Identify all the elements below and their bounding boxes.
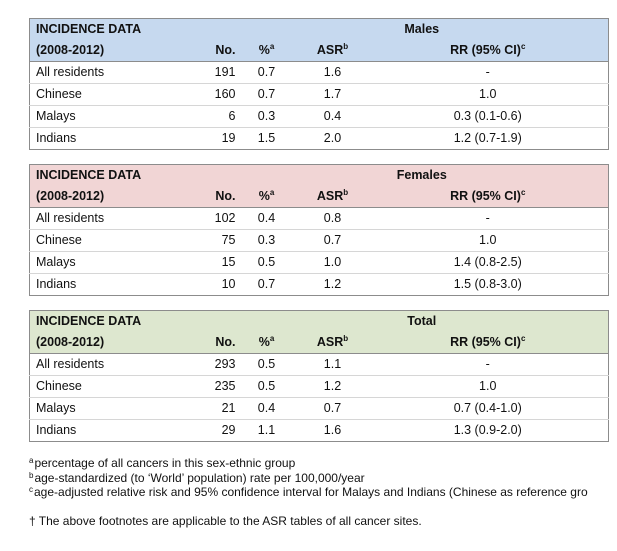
col-header-rr-sup: c xyxy=(520,334,526,343)
table-row xyxy=(30,376,609,398)
cell-rr: - xyxy=(485,211,490,225)
cell-pct: 0.7 xyxy=(236,84,298,106)
document xyxy=(29,18,617,528)
column-header-row xyxy=(30,40,609,62)
col-header-rr xyxy=(368,40,609,62)
cell-rr: 1.0 xyxy=(368,230,609,252)
table-row xyxy=(30,398,609,420)
col-header-pct-sup: a xyxy=(269,334,275,343)
cell-no: 191 xyxy=(214,65,236,79)
col-header-rr-sup: c xyxy=(520,188,526,197)
cell-asr: 1.7 xyxy=(298,84,368,106)
footnote-a-text: percentage of all cancers in this sex-ethnic group xyxy=(34,456,296,470)
cell-no: 19 xyxy=(186,128,236,150)
period-label: (2008-2012) xyxy=(30,332,186,354)
col-header-asr-sup: b xyxy=(343,334,349,343)
table-row xyxy=(30,230,609,252)
row-label: Indians xyxy=(30,420,186,442)
col-header-no: No. xyxy=(186,186,236,208)
footnotes xyxy=(29,456,617,528)
cell-rr: - xyxy=(485,357,490,371)
col-header-pct xyxy=(236,186,298,208)
col-header-pct-text: % xyxy=(258,43,270,57)
period-label: (2008-2012) xyxy=(30,186,186,208)
group-label: Total xyxy=(236,311,609,333)
col-header-asr xyxy=(298,40,368,62)
col-header-pct-sup: a xyxy=(269,188,275,197)
cell-asr: 1.6 xyxy=(323,65,342,79)
col-header-rr-text: RR (95% CI) xyxy=(450,189,521,203)
row-label: Chinese xyxy=(30,376,186,398)
cell-no: 75 xyxy=(186,230,236,252)
table-title-row xyxy=(30,311,609,333)
cell-asr: 0.7 xyxy=(298,398,368,420)
cell-no: 6 xyxy=(186,106,236,128)
col-header-pct xyxy=(236,332,298,354)
incidence-tables xyxy=(29,18,617,442)
column-header-row xyxy=(30,186,609,208)
row-label: All residents xyxy=(36,65,105,79)
cell-asr: 1.6 xyxy=(298,420,368,442)
cell-asr: 1.2 xyxy=(298,376,368,398)
cell-pct: 0.5 xyxy=(236,376,298,398)
row-label: Chinese xyxy=(30,230,186,252)
cell-asr: 0.4 xyxy=(298,106,368,128)
footnote-c xyxy=(29,485,617,500)
cell-pct: 0.4 xyxy=(236,398,298,420)
col-header-asr-text: ASR xyxy=(316,43,344,57)
col-header-asr-text: ASR xyxy=(316,189,344,203)
row-label: Malays xyxy=(30,106,186,128)
period-label: (2008-2012) xyxy=(30,40,186,62)
table-title-row xyxy=(30,19,609,41)
row-label: Malays xyxy=(30,398,186,420)
cell-asr: 1.2 xyxy=(298,274,368,296)
cell-pct: 0.3 xyxy=(236,230,298,252)
cell-pct: 0.5 xyxy=(257,357,276,371)
cell-no: 102 xyxy=(214,211,236,225)
cell-rr: 0.7 (0.4-1.0) xyxy=(368,398,609,420)
cell-no: 235 xyxy=(186,376,236,398)
col-header-rr-text: RR (95% CI) xyxy=(450,43,521,57)
col-header-asr-text: ASR xyxy=(316,335,344,349)
footnote-c-mark: c xyxy=(29,485,33,494)
footnote-b xyxy=(29,471,617,486)
cell-rr: 1.3 (0.9-2.0) xyxy=(368,420,609,442)
incidence-table-total xyxy=(29,310,609,442)
table-row xyxy=(30,252,609,274)
col-header-no: No. xyxy=(186,40,236,62)
table-row xyxy=(30,274,609,296)
row-label: All residents xyxy=(36,211,105,225)
table-title: INCIDENCE DATA xyxy=(30,165,236,187)
cell-pct: 0.5 xyxy=(236,252,298,274)
table-row xyxy=(30,62,609,84)
table-title-row xyxy=(30,165,609,187)
table-row xyxy=(30,420,609,442)
incidence-table-males xyxy=(29,18,609,150)
incidence-table-females xyxy=(29,164,609,296)
cell-asr: 1.1 xyxy=(323,357,342,371)
table-row xyxy=(30,208,609,230)
footnote-dagger: † The above footnotes are applicable to the ASR tables of all cancer sites. xyxy=(29,513,422,528)
cell-no: 29 xyxy=(186,420,236,442)
cell-no: 293 xyxy=(214,357,236,371)
cell-no: 10 xyxy=(186,274,236,296)
cell-asr: 2.0 xyxy=(298,128,368,150)
col-header-no: No. xyxy=(186,332,236,354)
cell-asr: 0.8 xyxy=(323,211,342,225)
cell-pct: 1.1 xyxy=(236,420,298,442)
group-label: Males xyxy=(236,19,609,41)
table-row xyxy=(30,84,609,106)
col-header-asr xyxy=(298,332,368,354)
group-label: Females xyxy=(236,165,609,187)
cell-rr: 1.0 xyxy=(368,376,609,398)
row-label: Chinese xyxy=(30,84,186,106)
footnote-c-text: age-adjusted relative risk and 95% confidence interval for Malays and Indians (Chinese as reference gro xyxy=(34,485,588,499)
col-header-rr-text: RR (95% CI) xyxy=(450,335,521,349)
table-title: INCIDENCE DATA xyxy=(30,19,236,41)
cell-pct: 1.5 xyxy=(236,128,298,150)
cell-rr: 1.0 xyxy=(368,84,609,106)
col-header-rr xyxy=(368,332,609,354)
cell-pct: 0.3 xyxy=(236,106,298,128)
table-row xyxy=(30,354,609,376)
cell-no: 21 xyxy=(186,398,236,420)
table-row xyxy=(30,128,609,150)
cell-no: 160 xyxy=(186,84,236,106)
row-label: Indians xyxy=(30,128,186,150)
col-header-rr-sup: c xyxy=(520,42,526,51)
table-row xyxy=(30,106,609,128)
row-label: Malays xyxy=(30,252,186,274)
cell-rr: 1.5 (0.8-3.0) xyxy=(368,274,609,296)
table-title: INCIDENCE DATA xyxy=(30,311,236,333)
footnote-b-mark: b xyxy=(29,470,34,480)
col-header-pct-sup: a xyxy=(269,42,275,51)
row-label: All residents xyxy=(36,357,105,371)
col-header-asr xyxy=(298,186,368,208)
col-header-rr xyxy=(368,186,609,208)
footnote-a xyxy=(29,456,617,471)
cell-asr: 0.7 xyxy=(298,230,368,252)
col-header-pct xyxy=(236,40,298,62)
cell-rr: 1.4 (0.8-2.5) xyxy=(368,252,609,274)
col-header-asr-sup: b xyxy=(343,188,349,197)
cell-pct: 0.4 xyxy=(257,211,276,225)
row-label: Indians xyxy=(30,274,186,296)
cell-no: 15 xyxy=(186,252,236,274)
cell-pct: 0.7 xyxy=(257,65,276,79)
footnote-b-text: age-standardized (to ‘World’ population) rate per 100,000/year xyxy=(34,470,365,485)
cell-rr: 0.3 (0.1-0.6) xyxy=(368,106,609,128)
footnote-a-mark: a xyxy=(29,456,34,465)
cell-asr: 1.0 xyxy=(298,252,368,274)
cell-rr: - xyxy=(485,65,490,79)
col-header-asr-sup: b xyxy=(343,42,349,51)
col-header-pct-text: % xyxy=(258,335,270,349)
cell-pct: 0.7 xyxy=(236,274,298,296)
column-header-row xyxy=(30,332,609,354)
cell-rr: 1.2 (0.7-1.9) xyxy=(368,128,609,150)
col-header-pct-text: % xyxy=(258,189,270,203)
